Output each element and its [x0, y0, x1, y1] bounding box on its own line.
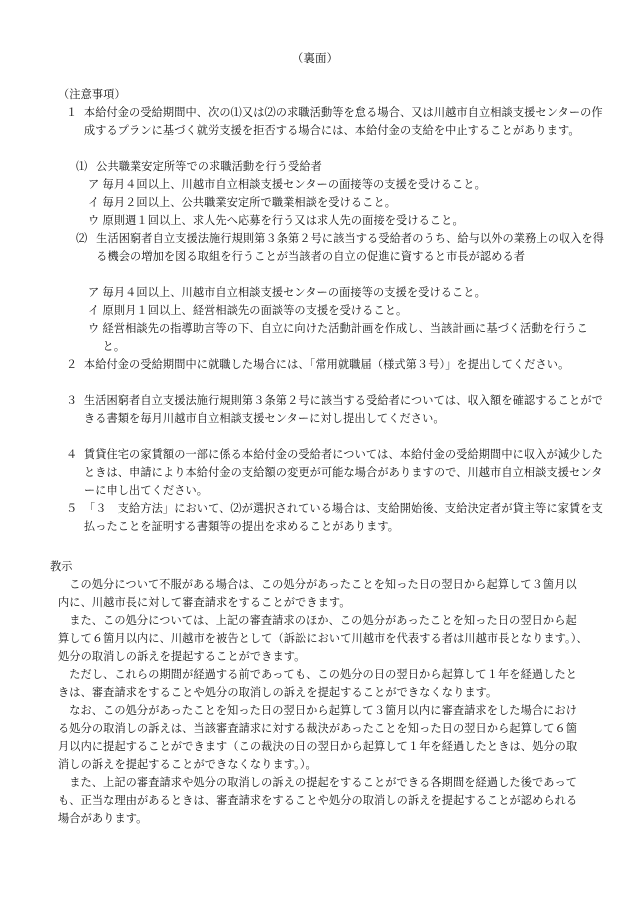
kyoji-heading: 教示: [50, 560, 73, 573]
list-marker: イ: [88, 196, 100, 209]
list-marker: ウ: [88, 322, 100, 335]
note-subitem-1: [76, 158, 608, 176]
kyoji-paragraph: この処分について不服がある場合は、この処分があったことを知った日の翌日から起算して３箇月以内に、川越市長に対して審査請求をすることができます。: [58, 578, 577, 609]
note-text: 本給付金の受給期間中、次の⑴又は⑵の求職活動等を怠る場合、又は川越市自立相談支援センターの作成するプランに基づく就労支援を拒否する場合には、本給付金の支給を中止することがあります。: [83, 106, 603, 137]
list-marker: ア: [88, 286, 100, 299]
note-text: 生活困窮者自立支援法施行規則第３条第２号に該当する受給者については、収入額を確認することができる書類を毎月川越市自立相談支援センターに対し提出してください。: [83, 394, 603, 425]
subitem-text: 生活困窮者自立支援法施行規則第３条第２号に該当する受給者のうち、給与以外の業務上の収入を得る機会の増加を図る取組を行うことが当該者の自立の促進に資すると市長が認める者: [96, 232, 605, 263]
list-item-text: 原則月１回以上、経営相談先の面談等の支援を受けること。: [102, 304, 408, 317]
note-item-1: [66, 104, 606, 140]
note-item-3: [66, 392, 606, 428]
note-item-5: [66, 500, 606, 536]
list-item: [88, 212, 588, 230]
subitem-2-list: [88, 284, 588, 356]
list-item-text: 原則週１回以上、求人先へ応募を行う又は求人先の面接を受けること。: [102, 214, 464, 227]
kyoji-paragraph: なお、この処分があったことを知った日の翌日から起算して３箇月以内に審査請求をした場合における処分の取消しの訴えは、当該審査請求に対する裁決があったことを知った日の翌日から起算して６箇月以内に提起することができます（この裁決の日の翌日から起算して１年を経過したときは、処分の取消しの訴えを提起することができなくなります。）。: [58, 704, 578, 771]
note-subitem-2: [76, 230, 608, 266]
list-item: [88, 284, 588, 302]
note-text: 賃貸住宅の家賃額の一部に係る本給付金の受給者については、本給付金の受給期間中に収入が減少したときは、申請により本給付金の支給額の変更が可能な場合がありますので、川越市自立相談支援センターに申し出てください。: [83, 448, 603, 497]
subitem-number: ⑴: [76, 160, 88, 173]
note-number: ４: [66, 448, 78, 461]
note-text: 本給付金の受給期間中に就職した場合には、「常用就職届（様式第３号）」を提出してください。: [83, 358, 570, 371]
note-text: 「３ 支給方法」において、⑵が選択されている場合は、支給開始後、支給決定者が貸主等に家賃を支払ったことを証明する書類等の提出を求めることがあります。: [83, 502, 603, 533]
kyoji-paragraph: ただし、これらの期間が経過する前であっても、この処分の日の翌日から起算して１年を経過したときは、審査請求をすることや処分の取消しの訴えを提起することができなくなります。: [58, 668, 578, 699]
note-number: １: [66, 106, 78, 119]
list-item-text: 経営相談先の指導助言等の下、自立に向けた活動計画を作成し、当該計画に基づく活動を行うこと。: [102, 322, 588, 353]
note-item-2: [66, 356, 606, 374]
page-title: （裏面）: [291, 51, 339, 65]
list-marker: ア: [88, 178, 100, 191]
note-number: ３: [66, 394, 78, 407]
list-item-text: 毎月２回以上、公共職業安定所で職業相談を受けること。: [102, 196, 397, 209]
list-item: [88, 176, 588, 194]
list-marker: イ: [88, 304, 100, 317]
list-item: [88, 320, 588, 356]
note-number: ５: [66, 502, 78, 515]
note-number: ２: [66, 358, 78, 371]
list-item-text: 毎月４回以上、川越市自立相談支援センターの面接等の支援を受けること。: [102, 178, 486, 191]
kyoji-paragraph: また、上記の審査請求や処分の取消しの訴えの提起をすることができる各期間を経過した後であっても、正当な理由があるときは、審査請求をすることや処分の取消しの訴えを提起することが認められる場合があります。: [58, 776, 578, 825]
list-item: [88, 302, 588, 320]
list-item-text: 毎月４回以上、川越市自立相談支援センターの面接等の支援を受けること。: [102, 286, 486, 299]
note-item-4: [66, 446, 606, 500]
kyoji-paragraph: また、この処分については、上記の審査請求のほか、この処分があったことを知った日の翌日から起算して６箇月以内に、川越市を被告として（訴訟において川越市を代表する者は川越市長となります。）、処分の取消しの訴えを提起することができます。: [58, 614, 588, 663]
subitem-text: 公共職業安定所等での求職活動を行う受給者: [96, 160, 322, 173]
list-marker: ウ: [88, 214, 100, 227]
subitem-1-list: [88, 176, 588, 230]
list-item: [88, 194, 588, 212]
kyoji-section: [58, 576, 588, 828]
subitem-number: ⑵: [76, 232, 88, 245]
notes-heading: （注意事項）: [58, 88, 126, 101]
